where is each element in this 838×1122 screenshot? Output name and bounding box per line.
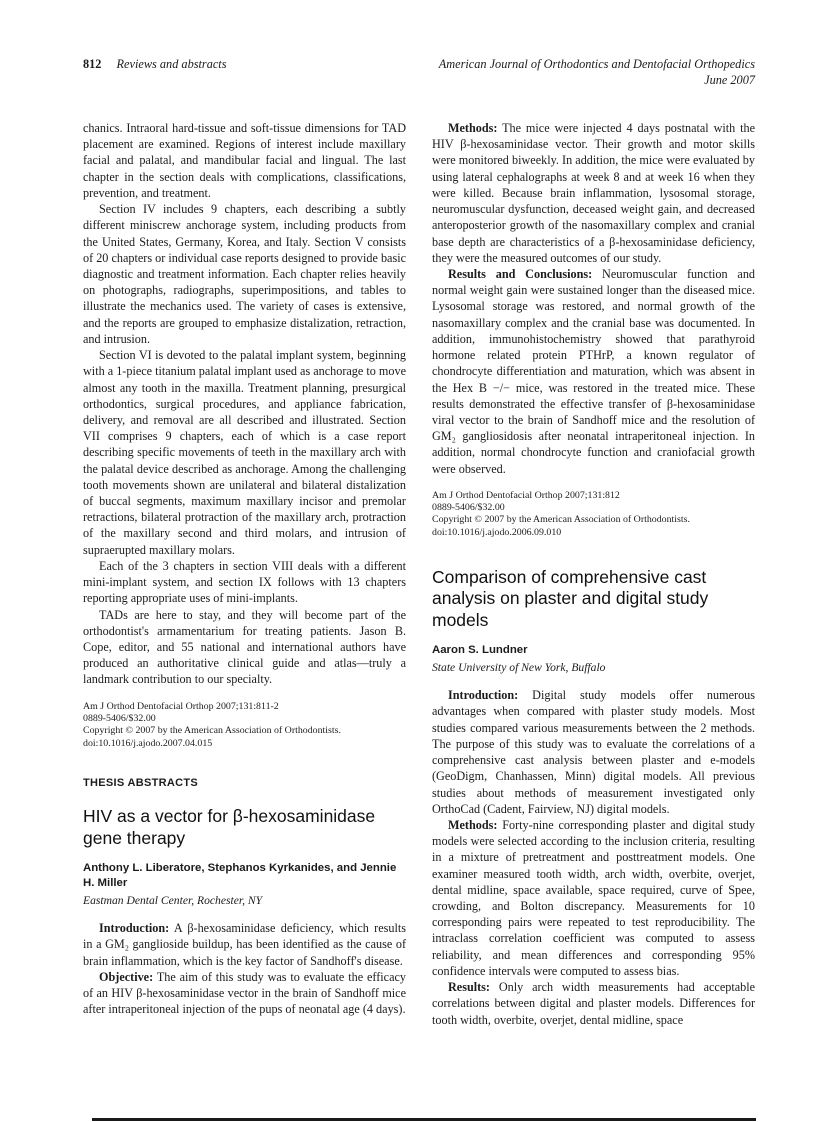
review-paragraph: Section IV includes 9 chapters, each describing a subtly different miniscrew anchorage system, including products from the United States, Germany, Korea, and Italy. Section V consists of 20 chapters or individual case reports designed to provide basic diagnostic and treatment information. Each chapter relies heavily on photographs, radiographs, superimpositions, and tables to illustrate the mechanics used. The variety of cases is extensive, and the reports are grouped to emphasize distalization, retraction, and intrusion.: [83, 202, 406, 346]
running-head-section: Reviews and abstracts: [116, 57, 227, 71]
review-paragraph: TADs are here to stay, and they will become part of the orthodontist's armamentarium for treating patients. Jason B. Cope, editor, and 55 national and international authors have produced an authoritative clinical guide and atlas—truly a landmark contribution to our specialty.: [83, 607, 406, 687]
citation-block: [83, 701, 406, 750]
abstract-paragraph: [83, 969, 406, 1018]
article-affiliation: State University of New York, Buffalo: [432, 660, 606, 674]
two-column-body: [83, 120, 755, 1028]
abstract-text: Only arch width measurements had acceptable correlations between digital and plaster models. Differences for tooth width, overbite, overjet, dental midline, space: [432, 980, 756, 1027]
abstract-paragraph: [83, 920, 406, 969]
abstract-text: A β-hexosaminidase deficiency, which results in a GM₂ ganglioside buildup, has been identified as the cause of brain inflammation, which is the key factor of Sandhoff's disease.: [83, 921, 406, 968]
citation-reference: Am J Orthod Dentofacial Orthop 2007;131:811-2: [83, 700, 279, 712]
citation-doi: doi:10.1016/j.ajodo.2006.09.010: [432, 526, 562, 538]
citation-doi: doi:10.1016/j.ajodo.2007.04.015: [83, 737, 213, 749]
right-column: [432, 120, 755, 1028]
run-in-heading: Objective:: [99, 969, 154, 984]
run-in-heading: Methods:: [448, 817, 498, 832]
running-head-right: [439, 57, 755, 89]
article-title: Comparison of comprehensive cast analysis on plaster and digital study models: [432, 566, 709, 630]
abstract-paragraph: [432, 266, 755, 477]
citation-copyright: Copyright © 2007 by the American Association of Orthodontists.: [432, 514, 690, 526]
review-paragraph: Section VI is devoted to the palatal implant system, beginning with a 1-piece titanium palatal implant used as anchorage to move almost any tooth in the maxilla. Treatment planning, presurgical orthodontics, surgical procedures, and appliance fabrication, delivery, and removal are all described and illustrated. Section VII comprises 9 chapters, each of which is a case report describing specific movements of teeth in the maxillary arch with the palatal device described as anchorage. Among the challenging tooth movements shown are unilateral and bilateral distalization of buccal segments, maximum maxillary incisor and premolar retractions, bilateral protraction of the maxillary arch, protraction of the maxillary second and third molars, and intrusion of supraerupted maxillary molars.: [83, 348, 406, 557]
abstract-text: Digital study models offer numerous advantages when compared with plaster study models. Most studies compared various measurements between the 2 methods. The purpose of this study was to evaluate the correlations of a comprehensive cast analysis between plaster and e-models (GeoDigm, Chanhassen, Minn) digital models. All previous studies about methods of measurement investigated only OrthoCad (Cadent, Fairview, NJ) digital models.: [432, 688, 755, 816]
run-in-heading: Results:: [448, 980, 490, 995]
review-paragraph: chanics. Intraoral hard-tissue and soft-tissue dimensions for TAD placement are examined. Regions of interest include maxillary facial and palatal, and mandibular facial and lingual. The last chapter in the section deals with complications, classifications, prevention, and treatment.: [83, 121, 406, 200]
citation-issn: 0889-5406/$32.00: [432, 502, 505, 514]
abstract-text: Neuromuscular function and normal weight gain were sustained longer than the diseased mice. Lysosomal storage was restored, and normal growth of the nasomaxillary complex and the cranial base was documented. In addition, immunohistochemistry showed that parathyroid hormone related protein PTHrP, a known regulator of chondrocyte differentiation and maturation, which was absent in the Hex B −/− mice, was restored in the treated mice. These results demonstrated the effective transfer of β-hexosaminidase viral vector to the brain of Sandhoff mice and the resolution of GM₂ gangliosidosis after neonatal intraperitoneal injection. In addition, normal chondrocyte function and craniofacial growth were observed.: [432, 266, 756, 476]
journal-title: American Journal of Orthodontics and Dentofacial Orthopedics: [438, 57, 755, 71]
page-number: 812: [83, 57, 102, 71]
article-affiliation: Eastman Dental Center, Rochester, NY: [83, 893, 263, 907]
article-authors: Aaron S. Lundner: [432, 643, 528, 656]
abstract-paragraph: [432, 687, 755, 817]
run-in-heading: Methods:: [448, 121, 498, 135]
issue-date: June 2007: [704, 72, 755, 87]
article-title: HIV as a vector for β-hexosaminidase gene therapy: [83, 806, 376, 848]
citation-reference: Am J Orthod Dentofacial Orthop 2007;131:812: [432, 489, 620, 501]
run-in-heading: Introduction:: [448, 688, 519, 703]
running-head-left: [83, 57, 227, 73]
run-in-heading: Results and Conclusions:: [448, 266, 593, 281]
abstract-text: The mice were injected 4 days postnatal with the HIV β-hexosaminidase vector. Their growth and motor skills were monitored biweekly. In addition, the mice were evaluated by using lateral cephalographs at week 8 and at week 16 when they were killed. Because brain inflammation, lysosomal storage, neuromuscular dysfunction, deceased weight gain, and decreased anteroposterior growth of the nasomaxillary complex and cranial base depth are characteristics of a β-hexosaminidase deficiency, they were the measured outcomes of our study.: [432, 121, 755, 265]
abstract-text: Forty-nine corresponding plaster and digital study models were selected according to the inclusion criteria, resulting in a mixture of pretreatment and posttreatment models. One examiner measured tooth width, arch width, overbite, overjet, dental midline, space available, space required, curve of Spee, crowding, and Bolton discrepancy. Measurements for 10 corresponding pairs were repeated to test reproducibility. The intraclass correlation coefficient was computed to assess reliability, and mean differences and corresponding 95% confidence intervals were computed to assess bias.: [432, 817, 755, 978]
citation-block: [432, 490, 755, 539]
citation-issn: 0889-5406/$32.00: [83, 712, 156, 724]
run-in-heading: Introduction:: [99, 921, 170, 936]
page-header: [83, 57, 755, 89]
page-bottom-scan-line: [92, 1118, 756, 1121]
abstract-paragraph: [432, 817, 755, 979]
citation-copyright: Copyright © 2007 by the American Association of Orthodontists.: [83, 725, 341, 737]
abstract-paragraph: [432, 979, 755, 1028]
review-paragraph: Each of the 3 chapters in section VIII deals with a different mini-implant system, and section IX follows with 13 chapters reporting appropriate uses of mini-implants.: [83, 558, 406, 606]
abstract-paragraph: [432, 120, 755, 266]
abstract-text: The aim of this study was to evaluate the efficacy of an HIV β-hexosaminidase vector in the brain of Sandhoff mice after intraperitoneal injection of the pups of neonatal age (4 days).: [83, 969, 406, 1017]
article-authors: Anthony L. Liberatore, Stephanos Kyrkanides, and Jennie H. Miller: [83, 862, 397, 889]
left-column: [83, 120, 406, 1028]
thesis-abstracts-heading: THESIS ABSTRACTS: [83, 776, 199, 789]
